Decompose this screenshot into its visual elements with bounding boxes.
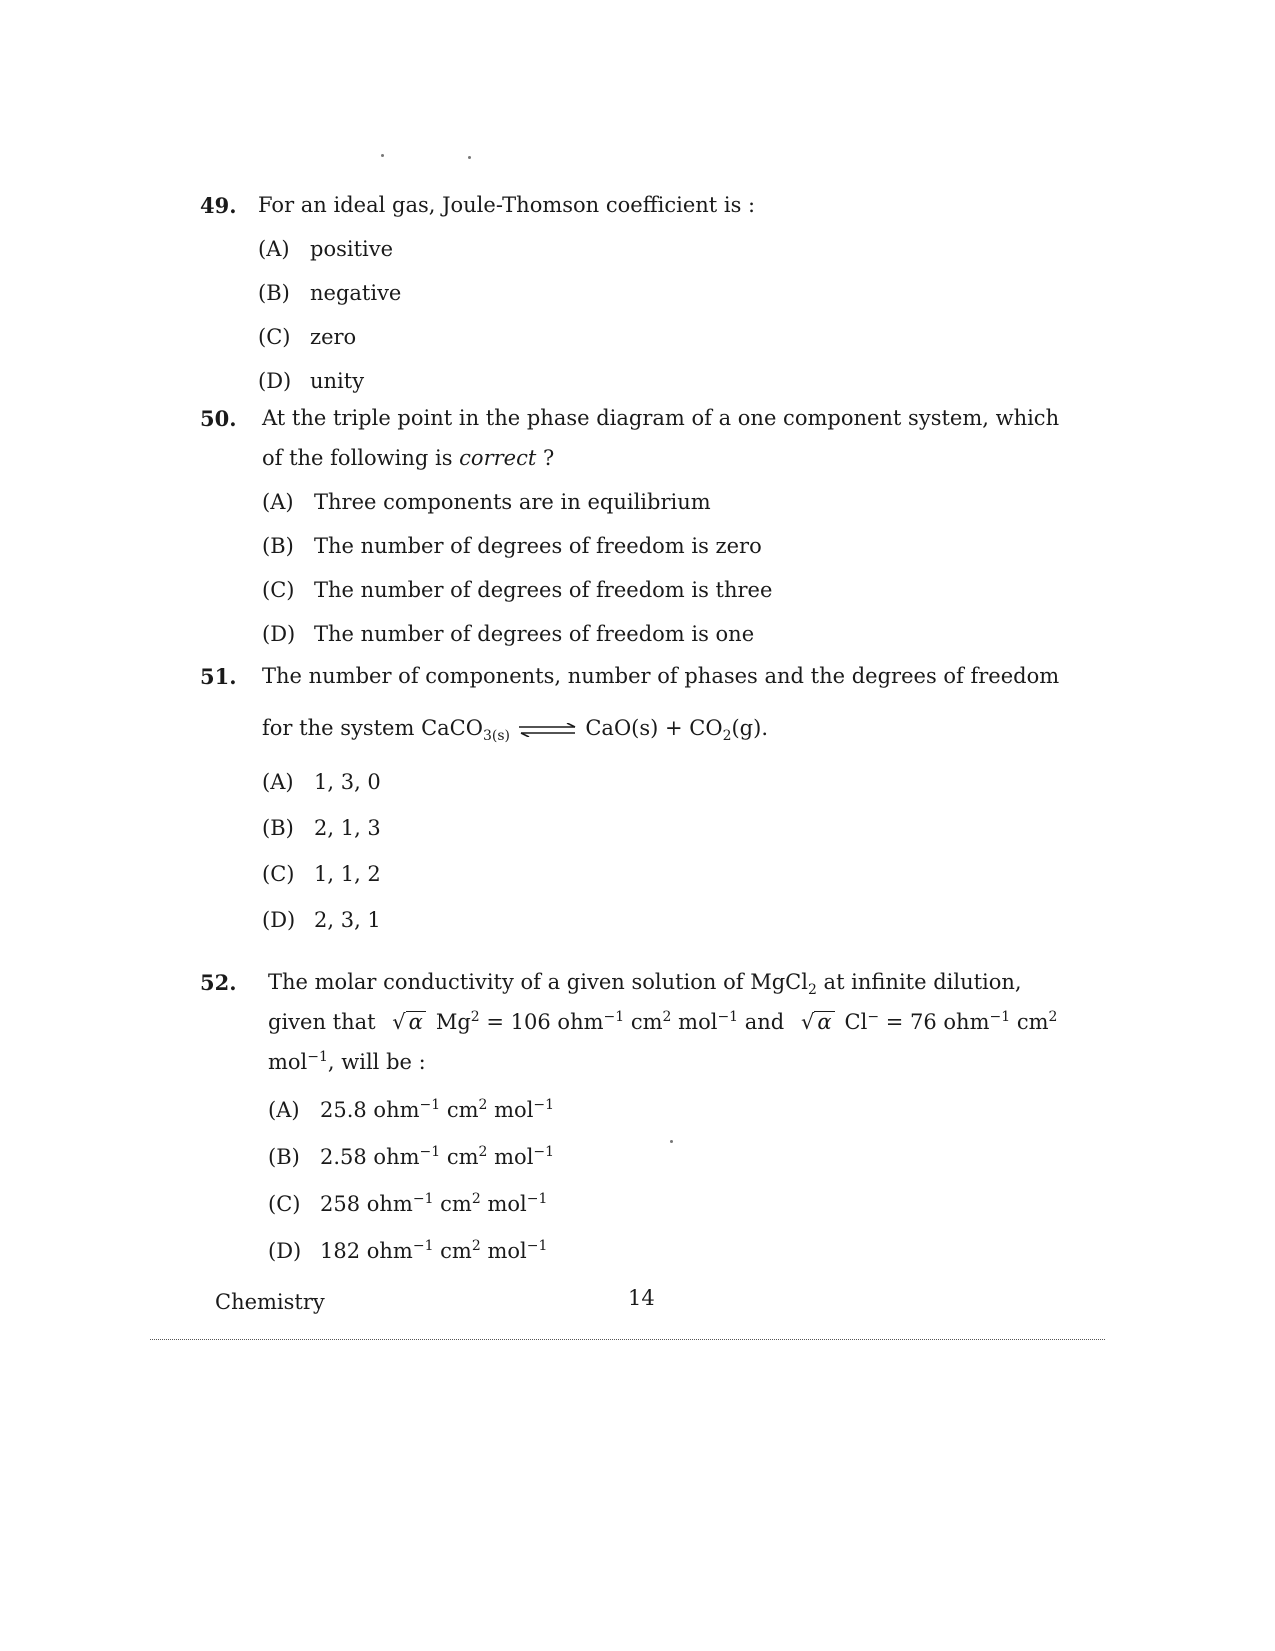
cm-exponent: 2 [1048, 1009, 1058, 1025]
option-letter: (D) [262, 908, 296, 932]
cm-unit: cm [1016, 1010, 1049, 1034]
question-50 [200, 398, 1080, 658]
option-letter: (A) [258, 237, 290, 261]
option-a [262, 482, 1080, 526]
option-value: 2.58 ohm [320, 1145, 420, 1169]
option-text [320, 1184, 1080, 1231]
option-c [262, 570, 1080, 614]
option-value: 258 ohm [320, 1192, 413, 1216]
option-letter: (D) [268, 1239, 302, 1263]
product-state: (g). [731, 716, 768, 740]
option-a [268, 1090, 1080, 1137]
sqrt-alpha-cl: √ α [801, 1010, 835, 1034]
question-stem: For an ideal gas, Joule-Thomson coefficient is : [258, 193, 756, 217]
question-number: 52. [200, 970, 237, 995]
ohm-exponent: −1 [419, 1097, 441, 1113]
mol-exponent: −1 [307, 1049, 328, 1065]
stem-text: for the system [262, 716, 415, 740]
cm-exponent: 2 [478, 1097, 488, 1113]
option-letter: (D) [258, 369, 292, 393]
option-c [268, 1184, 1080, 1231]
option-text: 1, 1, 2 [314, 862, 381, 886]
option-c [262, 854, 1080, 900]
stem-end: , will be : [327, 1050, 426, 1074]
mol-unit: mol [494, 1145, 534, 1169]
mgcl2-subscript: 2 [807, 982, 817, 998]
question-49 [200, 185, 1080, 405]
option-value: 182 ohm [320, 1239, 413, 1263]
question-51 [200, 656, 1080, 946]
option-letter: (C) [262, 578, 295, 602]
option-d [262, 614, 1080, 658]
option-text: negative [310, 281, 402, 305]
stem-line-2 [262, 708, 1080, 748]
mol-exponent: −1 [533, 1097, 555, 1113]
mg-value: = 106 ohm [486, 1010, 604, 1034]
option-list [262, 482, 1080, 658]
page-number: 14 [628, 1286, 655, 1310]
reaction-equation [421, 716, 768, 744]
scan-speck [381, 154, 384, 157]
option-letter: (A) [268, 1098, 300, 1122]
option-b [262, 526, 1080, 570]
stem-emphasis: correct [459, 446, 537, 470]
stem-text-continued: at infinite dilution, given that [268, 970, 1022, 1034]
option-text: zero [310, 325, 357, 349]
option-text: 2, 1, 3 [314, 816, 381, 840]
option-letter: (C) [262, 862, 295, 886]
option-text: 2, 3, 1 [314, 908, 381, 932]
sqrt-alpha-mg: √ α [392, 1010, 426, 1034]
option-letter: (A) [262, 770, 294, 794]
mol-unit: mol [494, 1098, 534, 1122]
cl-value: = 76 ohm [885, 1010, 990, 1034]
question-stem [268, 962, 1080, 1082]
option-a [262, 762, 1080, 808]
option-letter: (D) [262, 622, 296, 646]
scan-speck [670, 1140, 673, 1143]
cm-unit: cm [446, 1098, 479, 1122]
cm-unit: cm [630, 1010, 663, 1034]
product-subscript: 2 [722, 728, 732, 744]
mol-exponent: −1 [533, 1144, 555, 1160]
option-letter: (C) [258, 325, 291, 349]
option-value: 25.8 ohm [320, 1098, 420, 1122]
mol-exponent: −1 [526, 1191, 548, 1207]
question-stem [262, 656, 1080, 748]
ohm-exponent: −1 [412, 1238, 434, 1254]
option-letter: (B) [268, 1145, 300, 1169]
mg-superscript: 2 [470, 1009, 480, 1025]
question-stem [262, 398, 1080, 478]
ohm-exponent: −1 [419, 1144, 441, 1160]
option-b [268, 1137, 1080, 1184]
question-number: 51. [200, 664, 237, 689]
stem-line-1: The number of components, number of phases and the degrees of freedom [262, 664, 1060, 688]
mg-ion: Mg [435, 1010, 471, 1034]
mol-exponent: −1 [526, 1238, 548, 1254]
cm-unit: cm [446, 1145, 479, 1169]
question-52 [200, 962, 1080, 1278]
mol-unit: mol [487, 1239, 527, 1263]
reactant-subscript: 3(s) [482, 728, 510, 744]
option-letter: (B) [262, 816, 294, 840]
mol-unit: mol [678, 1010, 718, 1034]
reactant: CaCO [421, 716, 483, 740]
stem-text: The molar conductivity of a given solution of MgCl [268, 970, 808, 994]
mol-unit: mol [487, 1192, 527, 1216]
option-letter: (B) [258, 281, 290, 305]
equilibrium-arrow-icon [517, 723, 579, 737]
cm-exponent: 2 [471, 1191, 481, 1207]
product: CaO(s) + CO [585, 716, 723, 740]
option-list [268, 1090, 1080, 1278]
option-text: positive [310, 237, 394, 261]
option-c [258, 317, 1080, 361]
cm-exponent: 2 [471, 1238, 481, 1254]
cl-ion: Cl [844, 1010, 868, 1034]
cl-superscript: − [867, 1009, 880, 1025]
option-text: unity [310, 369, 365, 393]
mol-exponent: −1 [717, 1009, 739, 1025]
option-a [258, 229, 1080, 273]
option-letter: (C) [268, 1192, 301, 1216]
ohm-exponent: −1 [603, 1009, 625, 1025]
footer-subject: Chemistry [215, 1290, 325, 1314]
option-b [262, 808, 1080, 854]
option-letter: (A) [262, 490, 294, 514]
option-text [320, 1231, 1080, 1278]
ohm-exponent: −1 [989, 1009, 1011, 1025]
cm-exponent: 2 [478, 1144, 488, 1160]
stem-text: At the triple point in the phase diagram of a one component system, which of the following is [262, 406, 1060, 470]
option-list [258, 229, 1080, 405]
option-text [320, 1137, 1080, 1184]
footer-divider [150, 1339, 1105, 1340]
alpha-symbol: α [814, 1011, 834, 1032]
question-number: 49. [200, 193, 237, 218]
cm-unit: cm [440, 1192, 472, 1216]
option-letter: (B) [262, 534, 294, 558]
option-text [320, 1090, 1080, 1137]
and-text: and [744, 1010, 785, 1034]
option-text: 1, 3, 0 [314, 770, 381, 794]
option-text: The number of degrees of freedom is zero [314, 534, 762, 558]
option-text: Three components are in equilibrium [314, 490, 711, 514]
ohm-exponent: −1 [412, 1191, 434, 1207]
option-text: The number of degrees of freedom is three [314, 578, 773, 602]
option-d [268, 1231, 1080, 1278]
option-b [258, 273, 1080, 317]
option-list [262, 762, 1080, 946]
question-number: 50. [200, 406, 237, 431]
stem-text-end: ? [542, 446, 555, 470]
option-text: The number of degrees of freedom is one [314, 622, 755, 646]
scan-speck [468, 156, 471, 159]
alpha-symbol: α [406, 1011, 426, 1032]
option-d [262, 900, 1080, 946]
mol-unit: mol [268, 1050, 308, 1074]
cm-unit: cm [440, 1239, 472, 1263]
cm-exponent: 2 [662, 1009, 672, 1025]
